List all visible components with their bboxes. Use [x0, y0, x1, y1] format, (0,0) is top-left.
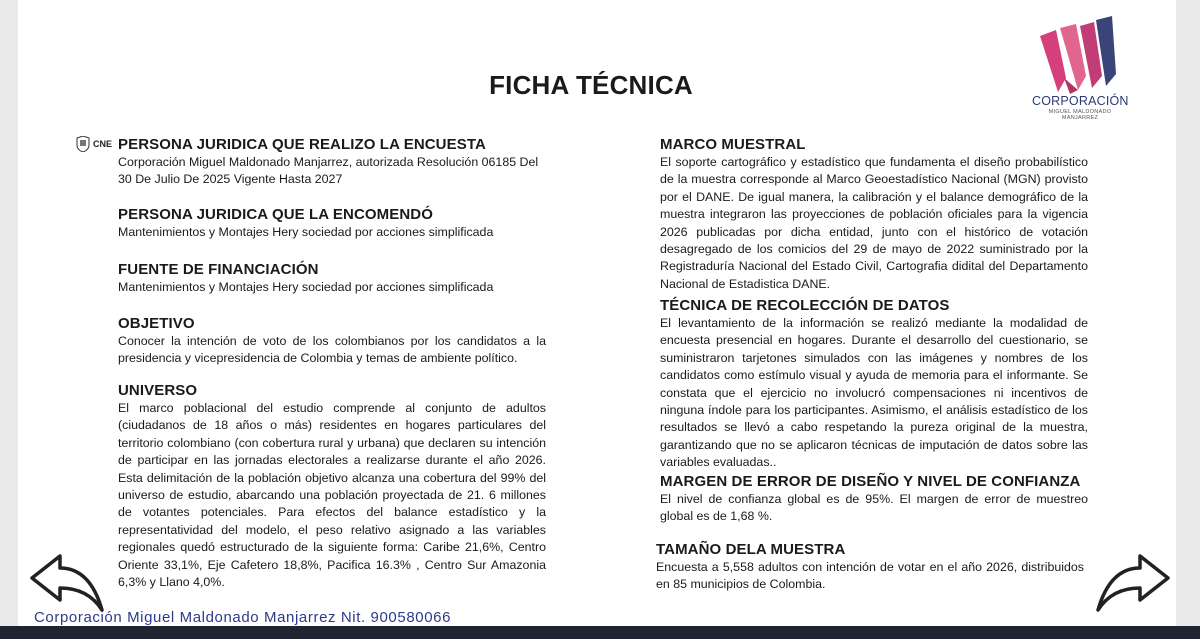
section-persona-realizo [118, 136, 546, 189]
page-title: FICHA TÉCNICA [489, 70, 693, 100]
section-fuente-financiacion [118, 261, 546, 296]
bottom-bar [0, 626, 1200, 639]
section-heading: PERSONA JURIDICA QUE REALIZO LA ENCUESTA [118, 136, 486, 153]
section-body: Mantenimientos y Montajes Hery sociedad por acciones simplificada [118, 280, 494, 294]
section-marco-muestral [660, 136, 1088, 293]
section-body: El soporte cartográfico y estadístico que fundamenta el diseño probabilístico de la muestra corresponde al Marco Geoestadístico Nacional (MGN) provisto por el DANE. De igual manera, la calibración y el balance demográfico de la muestra integraron las proyecciones de población oficiales para la vigencia 2026 publicadas por dicha entidad, junto con el histórico de votación desagregado de los comicios del 29 de mayo de 2022 suministrado por la Registraduría Nacional del Estado Civil, Cartografia didital del Departamento Nacional de Estadistica DANE. [660, 155, 1088, 291]
logo-name: CORPORACIÓN [1032, 94, 1129, 108]
section-heading: MARCO MUESTRAL [660, 136, 806, 153]
section-heading: FUENTE DE FINANCIACIÓN [118, 261, 319, 278]
shield-icon [76, 136, 90, 152]
section-body: El levantamiento de la información se realizó mediante la modalidad de encuesta presencial en hogares. Durante el desarrollo del cuestionario, se suministraron tarjetones simulados con las imágenes y nombres de los candidatos como estímulo visual y ayuda de memoria para el informante. Se constata que el ejercicio no involucró compensaciones ni incentivos de ninguna índole para los participantes. Asimismo, el análisis estadístico de los resultados se llevó a cabo respetando la pureza original de la muestra, garantizando que no se aplicaron técnicas de imputación de datos sobre las variables evaluadas.. [660, 316, 1088, 470]
section-body: Corporación Miguel Maldonado Manjarrez, autorizada Resolución 06185 Del 30 De Julio De 2025 Vigente Hasta 2027 [118, 155, 539, 187]
forward-arrow-icon[interactable] [1092, 552, 1172, 614]
section-objetivo [118, 315, 546, 368]
section-body: El nivel de confianza global es de 95%. El margen de error de muestreo global es de 1,68 %. [660, 492, 1088, 524]
cne-badge [76, 136, 112, 152]
section-heading: PERSONA JURIDICA QUE LA ENCOMENDÓ [118, 206, 433, 223]
back-arrow-icon[interactable] [28, 552, 108, 614]
section-universo [118, 382, 546, 591]
section-margen-error [660, 473, 1088, 526]
section-body: Conocer la intención de voto de los colombianos por los candidatos a la presidencia y vicepresidencia de Colombia y temas de ambiente político. [118, 334, 546, 366]
section-heading: MARGEN DE ERROR DE DISEÑO Y NIVEL DE CONFIANZA [660, 473, 1081, 490]
logo-subtitle: MIGUEL MALDONADO MANJARREZ [1048, 109, 1112, 121]
section-heading: TAMAÑO DELA MUESTRA [656, 541, 846, 558]
section-heading: TÉCNICA DE RECOLECCIÓN DE DATOS [660, 297, 950, 314]
section-tamano-muestra [656, 541, 1084, 594]
cne-label: CNE [93, 138, 113, 149]
section-body: Encuesta a 5,558 adultos con intención de votar en el año 2026, distribuidos en 85 municipios de Colombia. [656, 560, 1084, 592]
section-persona-encomendo [118, 206, 546, 241]
section-body: El marco poblacional del estudio comprende al conjunto de adultos (ciudadanos de 18 años o más) residentes en hogares particulares del territorio colombiano (con cobertura rural y urbana) que declaren su intención de participar en las jornadas electorales a realizarse durante el año 2026. Esta delimitación de la población objetivo alcanza una cobertura del 99% del universo de estudio, abarcando una población proyectada de 21. 6 millones de votantes potenciales. Para efectos del balance estadístico y la representatividad del modelo, el peso relativo asignado a las variables regionales quedó estructurado de la siguiente forma: Caribe 21,6%, Centro Oriente 33,1%, Eje Cafetero 18,8%, Pacifica 16.3% , Centro Sur Amazonia 6,3% y Llano 4,0%. [118, 401, 546, 590]
section-body: Mantenimientos y Montajes Hery sociedad por acciones simplificada [118, 225, 494, 239]
section-heading: UNIVERSO [118, 382, 198, 399]
footer-company: Corporación Miguel Maldonado Manjarrez Nit. 900580066 [34, 609, 452, 626]
section-tecnica-recoleccion [660, 297, 1088, 472]
section-heading: OBJETIVO [118, 315, 195, 332]
